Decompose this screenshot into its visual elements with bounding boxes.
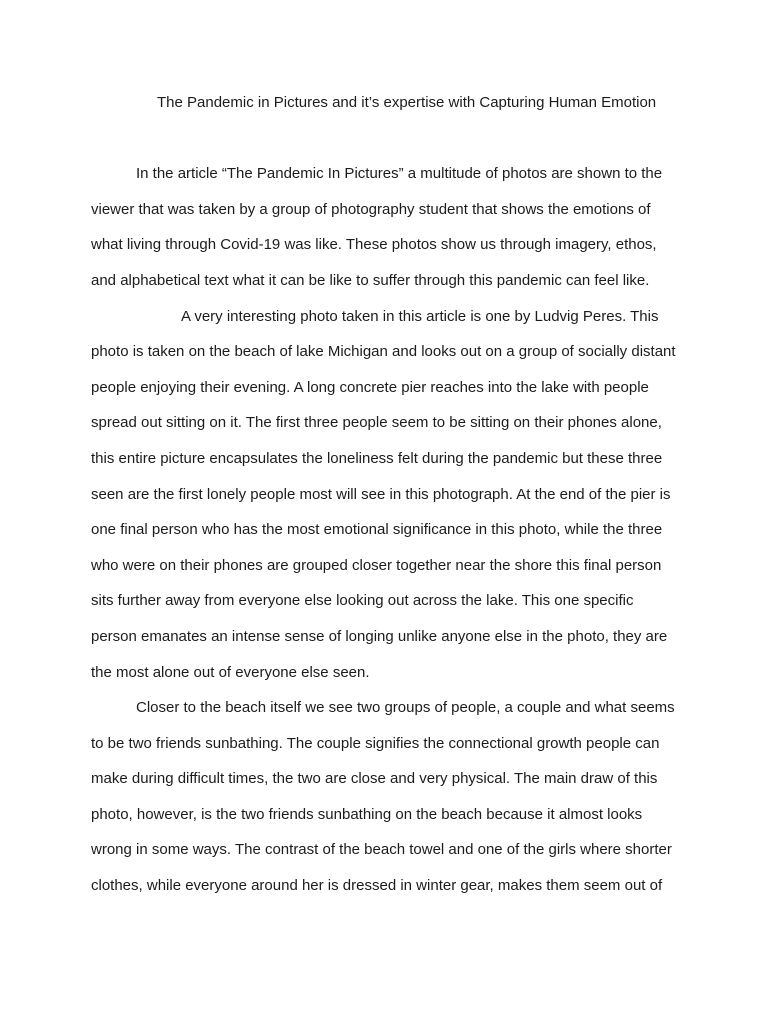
document-body [91, 85, 751, 904]
text-line: person emanates an intense sense of longing unlike anyone else in the photo, they are [91, 627, 668, 645]
text-line: clothes, while everyone around her is dressed in winter gear, makes them seem out of [91, 877, 663, 895]
text-line: this entire picture encapsulates the loneliness felt during the pandemic but these three [91, 449, 663, 467]
text-line: one final person who has the most emotional significance in this photo, while the three [91, 521, 663, 539]
text-line: viewer that was taken by a group of photography student that shows the emotions of [91, 200, 651, 218]
text-line: to be two friends sunbathing. The couple signifies the connectional growth people can [91, 734, 660, 752]
text-line: and alphabetical text what it can be like to suffer through this pandemic can feel like. [91, 271, 650, 289]
text-line: photo, however, is the two friends sunbathing on the beach because it almost looks [91, 805, 643, 823]
document-title: The Pandemic in Pictures and it’s expertise with Capturing Human Emotion [157, 94, 657, 111]
blank-line [91, 121, 751, 157]
text-line: sits further away from everyone else looking out across the lake. This one specific [91, 592, 634, 610]
text-line: A very interesting photo taken in this article is one by Ludvig Peres. This [181, 307, 659, 325]
text-line: In the article “The Pandemic In Pictures” a multitude of photos are shown to the [136, 165, 663, 183]
text-line: who were on their phones are grouped closer together near the shore this final person [91, 556, 662, 574]
text-line: the most alone out of everyone else seen. [91, 663, 370, 681]
text-line: seen are the first lonely people most will see in this photograph. At the end of the pier is [91, 485, 671, 503]
text-line: people enjoying their evening. A long concrete pier reaches into the lake with people [91, 378, 649, 396]
text-line: Closer to the beach itself we see two groups of people, a couple and what seems [136, 699, 675, 717]
text-line: wrong in some ways. The contrast of the beach towel and one of the girls where shorter [91, 841, 672, 859]
text-line: spread out sitting on it. The first three people seem to be sitting on their phones alone, [91, 414, 662, 432]
paragraph-3 [91, 690, 751, 904]
text-line: photo is taken on the beach of lake Michigan and looks out on a group of socially distant [91, 343, 676, 361]
text-line: what living through Covid-19 was like. These photos show us through imagery, ethos, [91, 236, 657, 254]
text-line: make during difficult times, the two are close and very physical. The main draw of this [91, 770, 658, 788]
paragraph-2 [91, 299, 751, 691]
paragraph-1 [91, 156, 751, 298]
